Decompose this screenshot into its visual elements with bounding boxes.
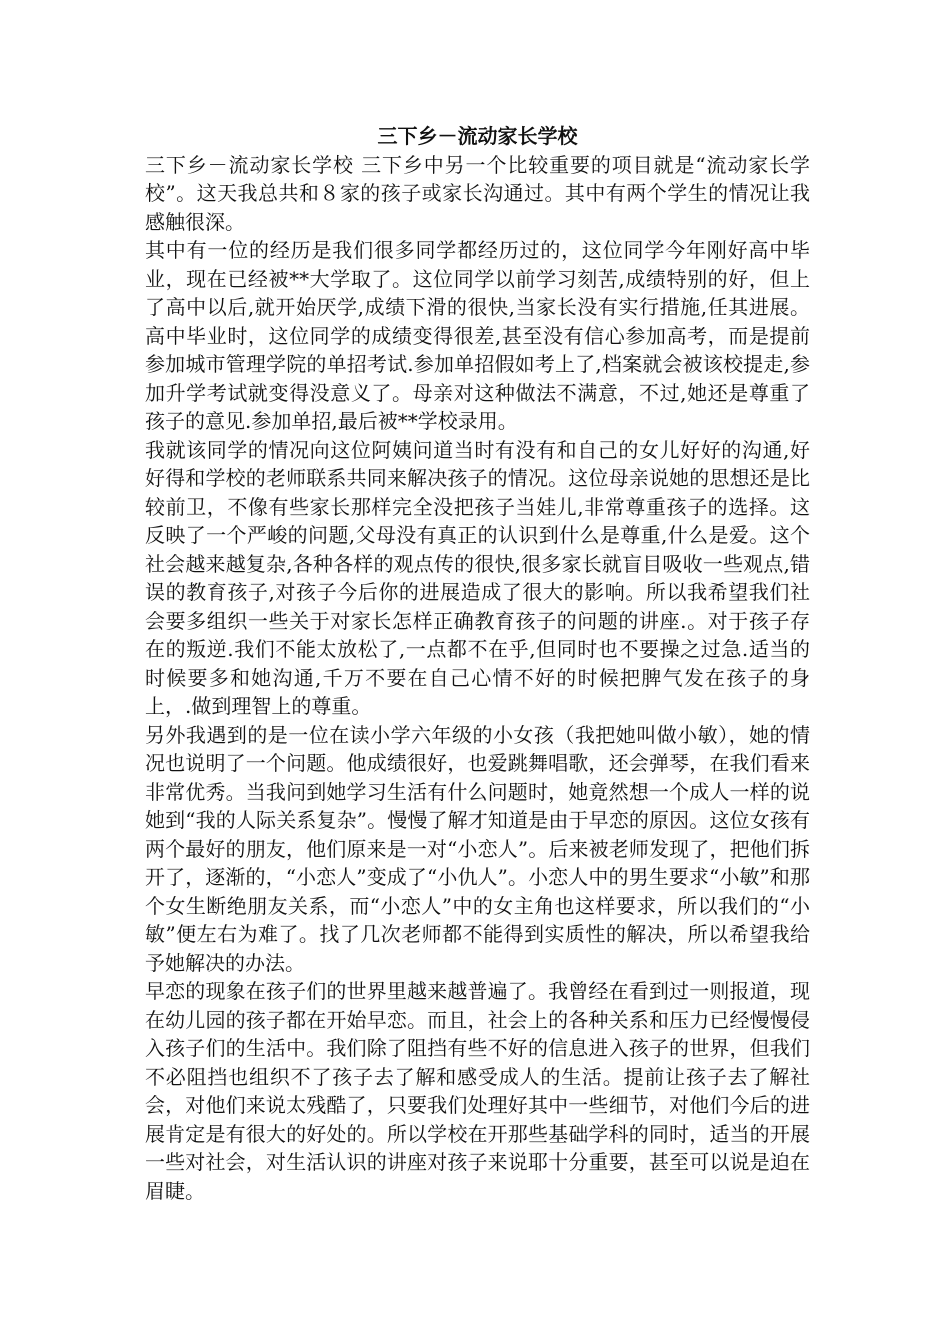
paragraph-student-one: 其中有一位的经历是我们很多同学都经历过的，这位同学今年刚好高中毕业，现在已经被**大学取了。这位同学以前学习刻苦,成绩特别的好，但上了高中以后,就开始厌学,成绩下滑的很快,当家长没有实行措施,任其进展。高中毕业时，这位同学的成绩变得很差,甚至没有信心参加高考，而是提前参加城市管理学院的单招考试.参加单招假如考上了,档案就会被该校提走,参加升学考试就变得没意义了。母亲对这种做法不满意，不过,她还是尊重了孩子的意见.参加单招,最后被**学校录用。: [145, 238, 810, 433]
paragraph-early-love: 早恋的现象在孩子们的世界里越来越普遍了。我曾经在看到过一则报道，现在幼儿园的孩子都在开始早恋。而且，社会上的各种关系和压力已经慢慢侵入孩子们的生活中。我们除了阻挡有些不好的信息进入孩子的世界，但我们不必阻挡也组织不了孩子去了解和感受成人的生活。提前让孩子去了解社会，对他们来说太残酷了，只要我们处理好其中一些细节，对他们今后的进展肯定是有很大的好处的。所以学校在开那些基础学科的同时，适当的开展一些对社会，对生活认识的讲座对孩子来说耶十分重要，甚至可以说是迫在眉睫。: [145, 979, 810, 1203]
document-body: [145, 122, 810, 1205]
paragraph-mother-discussion: 我就该同学的情况向这位阿姨问道当时有没有和自己的女儿好好的沟通,好好得和学校的老师联系共同来解决孩子的情况。这位母亲说她的思想还是比较前卫，不像有些家长那样完全没把孩子当娃儿,非常尊重孩子的选择。这反映了一个严峻的问题,父母没有真正的认识到什么是尊重,什么是爱。这个社会越来越复杂,各种各样的观点传的很快,很多家长就盲目吸收一些观点,错误的教育孩子,对孩子今后你的进展造成了很大的影响。所以我希望我们社会要多组织一些关于对家长怎样正确教育孩子的问题的讲座.。对于孩子存在的叛逆.我们不能太放松了,一点都不在乎,但同时也不要操之过急.适当的时候要多和她沟通,千万不要在自己心情不好的时候把脾气发在孩子的身上，.做到理智上的尊重。: [145, 437, 810, 718]
document-title: 三下乡－流动家长学校: [377, 124, 578, 148]
paragraph-xiaomin: 另外我遇到的是一位在读小学六年级的小女孩（我把她叫做小敏），她的情况也说明了一个问题。他成绩很好，也爱跳舞唱歌，还会弹琴，在我们看来非常优秀。当我问到她学习生活有什么问题时，她竟然想一个成人一样的说她到“我的人际关系复杂”。慢慢了解才知道是由于早恋的原因。这位女孩有两个最好的朋友，他们原来是一对“小恋人”。后来被老师发现了，把他们拆开了，逐渐的，“小恋人”变成了“小仇人”。小恋人中的男生要求“小敏”和那个女生断绝朋友关系，而“小恋人”中的女主角也这样要求，所以我们的“小敏”便左右为难了。找了几次老师都不能得到实质性的解决，所以希望我给予她解决的办法。: [145, 722, 810, 975]
paragraph-intro: 三下乡－流动家长学校 三下乡中另一个比较重要的项目就是“流动家长学校”。这天我总共和８家的孩子或家长沟通过。其中有两个学生的情况让我感触很深。: [145, 152, 810, 234]
